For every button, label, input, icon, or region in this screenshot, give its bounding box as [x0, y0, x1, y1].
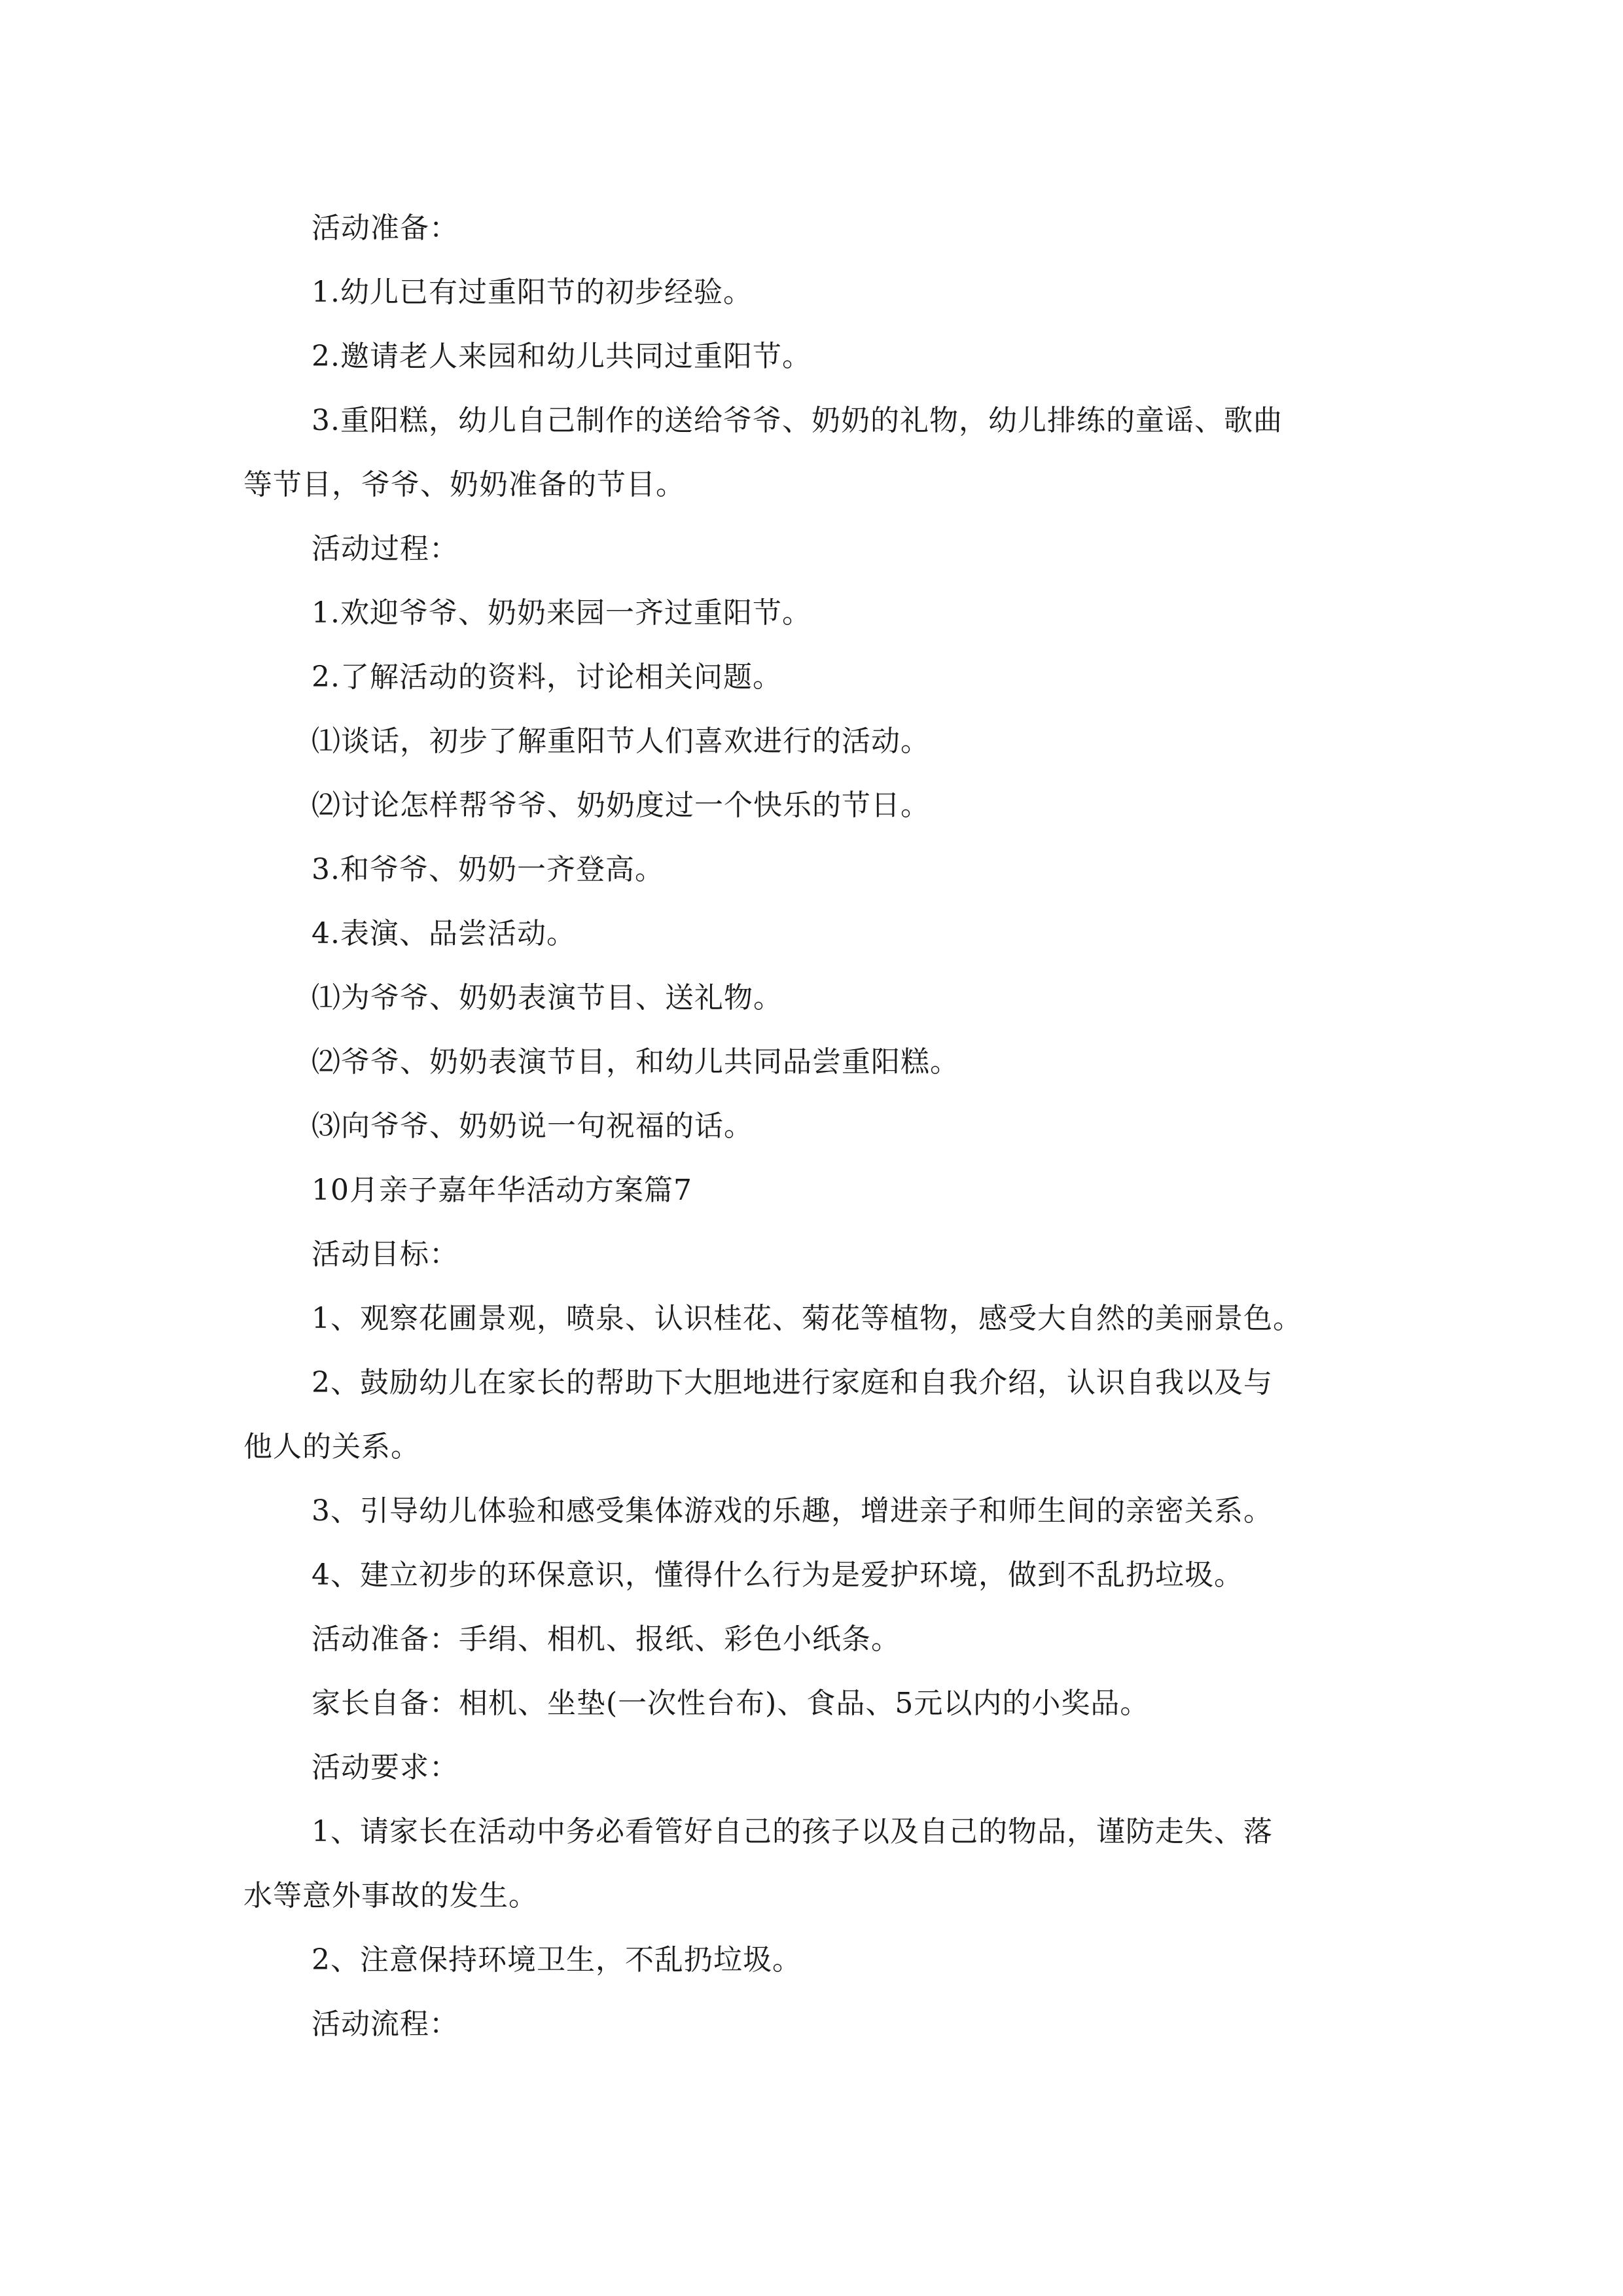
section-heading-preparation: 活动准备：: [312, 211, 459, 245]
sub-list-item: ⑴谈话，初步了解重阳节人们喜欢进行的活动。: [312, 725, 930, 758]
list-item-continuation: 等节目，爷爷、奶奶准备的节目。: [243, 468, 685, 501]
list-item: 2、鼓励幼儿在家长的帮助下大胆地进行家庭和自我介绍，认识自我以及与: [312, 1366, 1273, 1399]
list-item: 1.欢迎爷爷、奶奶来园一齐过重阳节。: [312, 596, 812, 630]
preparation-line: 活动准备：手绢、相机、报纸、彩色小纸条。: [312, 1623, 901, 1656]
article-title: 10月亲子嘉年华活动方案篇7: [312, 1174, 692, 1207]
list-item: 2、注意保持环境卫生，不乱扔垃圾。: [312, 1943, 802, 1977]
section-heading-goals: 活动目标：: [312, 1238, 459, 1271]
parent-supplies-line: 家长自备：相机、坐垫(一次性台布)、食品、5元以内的小奖品。: [312, 1687, 1150, 1720]
list-item: 3、引导幼儿体验和感受集体游戏的乐趣，增进亲子和师生间的亲密关系。: [312, 1494, 1273, 1528]
sub-list-item: ⑵爷爷、奶奶表演节目，和幼儿共同品尝重阳糕。: [312, 1045, 959, 1079]
list-item: 4.表演、品尝活动。: [312, 917, 576, 950]
document-body: [243, 196, 1408, 2056]
sub-list-item: ⑶向爷爷、奶奶说一句祝福的话。: [312, 1109, 753, 1143]
list-item: 2.邀请老人来园和幼儿共同过重阳节。: [312, 340, 812, 373]
sub-list-item: ⑵讨论怎样帮爷爷、奶奶度过一个快乐的节日。: [312, 789, 930, 822]
list-item: 2.了解活动的资料，讨论相关问题。: [312, 660, 782, 694]
list-item: 3.重阳糕，幼儿自己制作的送给爷爷、奶奶的礼物，幼儿排练的童谣、歌曲: [312, 404, 1283, 437]
list-item: 1、观察花圃景观，喷泉、认识桂花、菊花等植物，感受大自然的美丽景色。: [312, 1302, 1302, 1335]
list-item-continuation: 水等意外事故的发生。: [243, 1879, 538, 1912]
list-item: 1.幼儿已有过重阳节的初步经验。: [312, 276, 753, 309]
list-item: 3.和爷爷、奶奶一齐登高。: [312, 853, 664, 886]
section-heading-requirements: 活动要求：: [312, 1751, 459, 1784]
list-item-continuation: 他人的关系。: [243, 1430, 420, 1463]
section-heading-process: 活动过程：: [312, 532, 459, 565]
list-item: 1、请家长在活动中务必看管好自己的孩子以及自己的物品，谨防走失、落: [312, 1815, 1273, 1848]
sub-list-item: ⑴为爷爷、奶奶表演节目、送礼物。: [312, 981, 783, 1014]
list-item: 4、建立初步的环保意识，懂得什么行为是爱护环境，做到不乱扔垃圾。: [312, 1558, 1243, 1592]
section-heading-flow: 活动流程：: [312, 2007, 459, 2041]
